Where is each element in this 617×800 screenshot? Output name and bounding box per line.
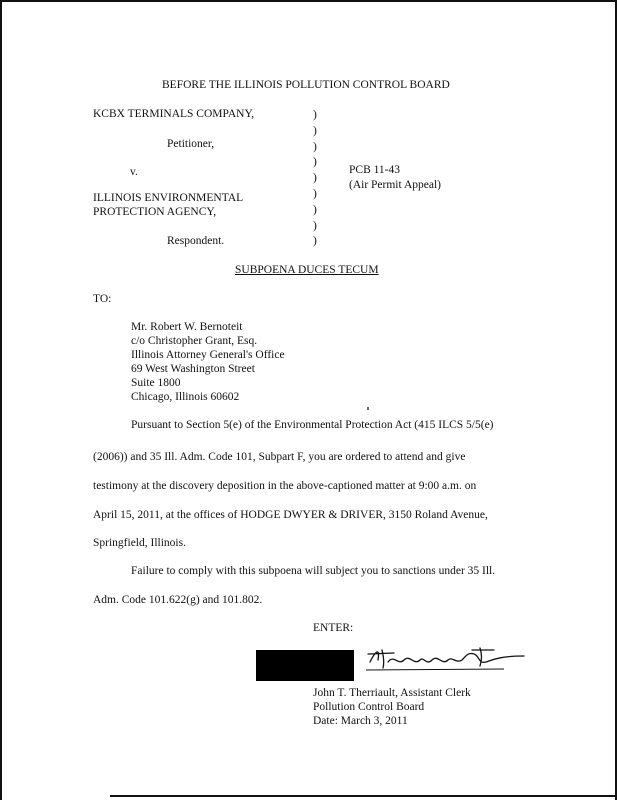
case-type: (Air Permit Appeal) [349,179,441,191]
signature-date: Date: March 3, 2011 [313,715,408,727]
addressee-line: Illinois Attorney General's Office [131,349,285,361]
scan-speck [367,407,369,410]
paren: ) [313,140,317,153]
petitioner-role: Petitioner, [167,138,215,150]
paren: ) [313,109,317,121]
document-title: SUBPOENA DUCES TECUM [235,264,379,276]
versus: v. [130,166,138,178]
paren: ) [313,203,317,216]
page-border-top [0,0,617,2]
body-line: testimony at the discovery deposition in the above-captioned matter at 9:00 a.m. on [93,480,477,492]
body-line: Failure to comply with this subpoena will subject you to sanctions under 35 Ill. [131,565,496,577]
paren: ) [313,187,317,200]
petitioner-name: KCBX TERMINALS COMPANY, [93,108,255,120]
addressee-line: 69 West Washington Street [131,363,255,375]
body-line: Adm. Code 101.622(g) and 101.802. [93,594,263,606]
page-border-left [0,0,2,800]
respondent-role: Respondent. [167,235,225,247]
body-line: (2006)) and 35 Ill. Adm. Code 101, Subpart F, you are ordered to attend and give [93,451,466,463]
document-header: BEFORE THE ILLINOIS POLLUTION CONTROL BOARD [162,79,450,91]
signer-name: John T. Therriault, Assistant Clerk [313,687,471,699]
addressee-line: Mr. Robert W. Bernoteit [131,321,243,333]
respondent-name-line2: PROTECTION AGENCY, [93,206,217,218]
respondent-name-line1: ILLINOIS ENVIRONMENTAL [93,192,244,204]
paren: ) [313,219,317,232]
paren: ) [313,172,317,185]
body-line: April 15, 2011, at the offices of HODGE DWYER & DRIVER, 3150 Roland Avenue, [93,509,488,521]
signature-image [364,640,530,676]
signer-organization: Pollution Control Board [313,701,425,713]
paren: ) [313,235,317,248]
paren: ) [313,124,317,137]
page-border-bottom [110,795,617,797]
addressee-line: Suite 1800 [131,377,181,389]
body-line: Pursuant to Section 5(e) of the Environmental Protection Act (415 ILCS 5/5(e) [131,419,494,431]
body-line: Springfield, Illinois. [93,537,186,549]
addressee-line: Chicago, Illinois 60602 [131,391,240,403]
addressee-line: c/o Christopher Grant, Esq. [131,335,258,347]
case-number: PCB 11-43 [349,164,401,176]
redaction-box [256,650,354,681]
paren: ) [313,156,317,169]
to-label: TO: [93,293,112,305]
enter-label: ENTER: [313,622,354,634]
caption-parentheses [313,108,323,250]
